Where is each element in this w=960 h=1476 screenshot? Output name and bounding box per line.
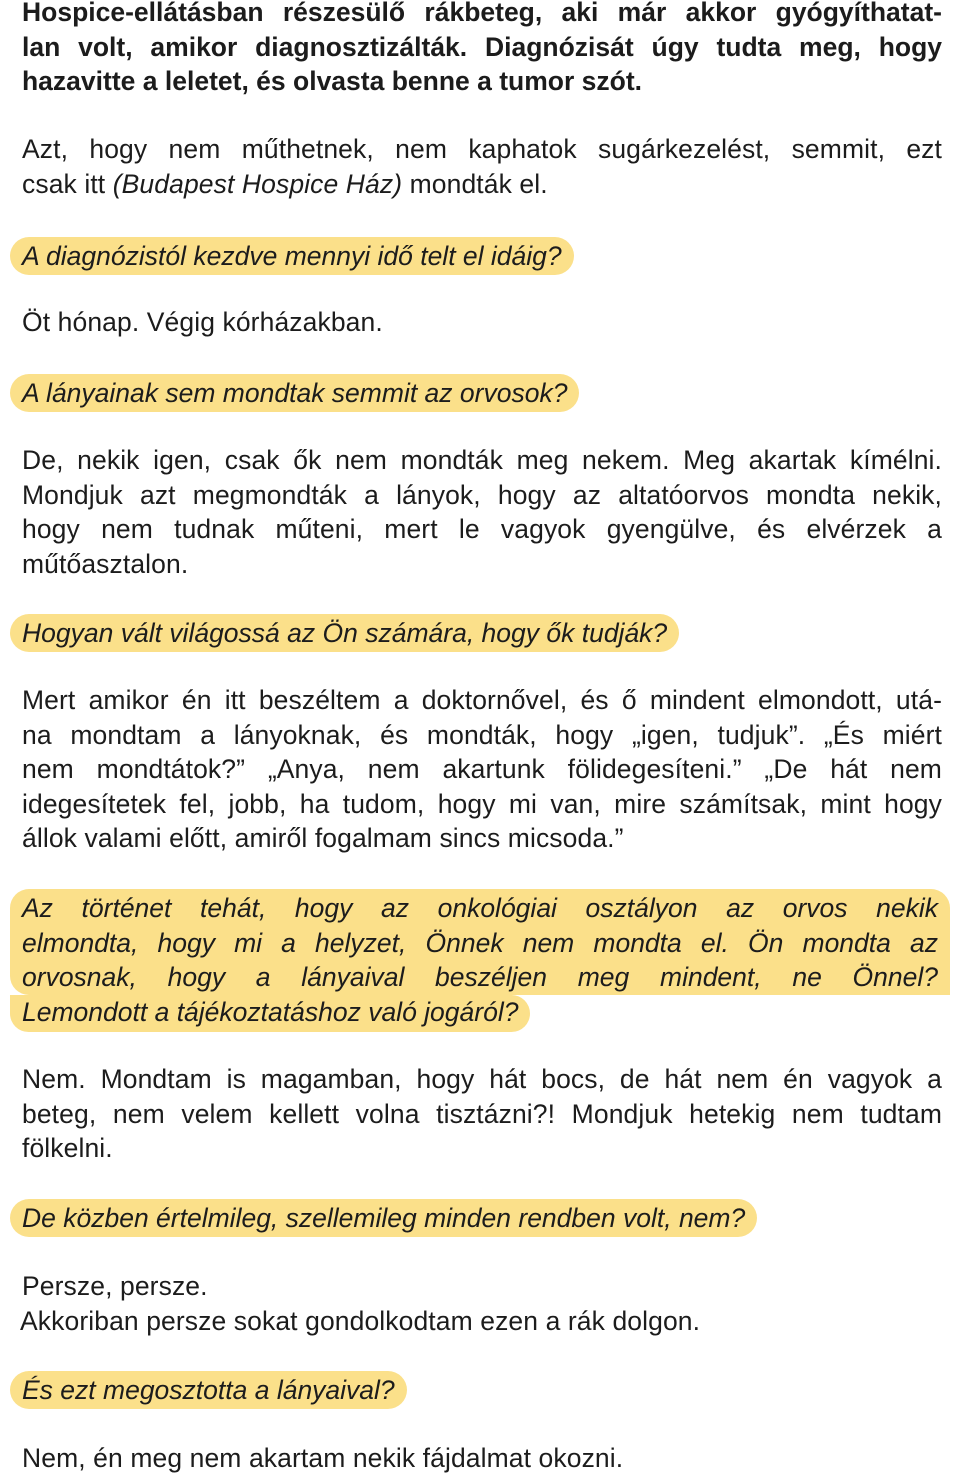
answer-line: fölkelni. [22,1133,113,1163]
answer-line: állok valami előtt, amiről fogalmam sincs micsoda.” [22,823,624,853]
answer-line: idegesítetek fel, jobb, ha tudom, hogy mi van, mire számítsak, mint hogy [22,788,942,819]
answer-line: Mondjuk azt megmondták a lányok, hogy az altatóorvos mondta nekik, [22,479,942,510]
question-line: Az történet tehát, hogy az onkológiai osztályon az orvos nekik [22,893,938,923]
answer-line: Nem. Mondtam is magamban, hogy hát bocs, de hát nem én vagyok a [22,1064,942,1094]
answer-line: Persze, persze. [22,1271,208,1301]
answer-4 [22,683,942,856]
answer-line: De, nekik igen, csak ők nem mondták meg nekem. Meg akartak kímélni. [22,445,942,475]
answer-line: Nem, én meg nem akartam nekik fájdalmat okozni. [22,1443,624,1473]
answer-line: Azt, hogy nem műthetnek, nem kaphatok sugárkezelést, semmit, ezt [22,134,942,164]
answer-line: műtőasztalon. [22,548,189,579]
place-name: (Budapest Hospice Ház) [112,168,403,199]
answer-line: na mondtam a lányoknak, és mondták, hogy „igen, tudjuk”. „És miért [22,719,942,750]
intro-paragraph [22,0,942,99]
intro-line: hazavitte a leletet, és olvasta benne a tumor szót. [22,66,643,96]
answer-text: mondták el. [402,168,548,199]
answer-line: Mert amikor én itt beszéltem a doktornővel, és ő mindent elmondott, utá- [22,685,942,715]
answer-7 [22,1441,942,1476]
question-4-highlight [10,889,950,995]
answer-line: beteg, nem velem kellett volna tisztázni?! Mondjuk hetekig nem tudtam [22,1098,942,1129]
question-5: De közben értelmileg, szellemileg minden rendben volt, nem? [10,1199,757,1237]
answer-1 [22,132,942,201]
question-line: orvosnak, hogy a lányaival beszéljen meg mindent, ne Önnel? [22,962,938,992]
question-4 [10,889,950,1032]
answer-line: Akkoriban persze sokat gondolkodtam ezen a rák dolgon. [20,1305,701,1336]
question-line: Lemondott a tájékoztatáshoz való jogáról? [10,995,530,1033]
answer-6 [22,1269,942,1338]
answer-2 [22,305,942,340]
intro-line: Hospice-ellátásban részesülő rákbeteg, aki már akkor gyógyíthatat- [22,0,942,27]
question-2: A lányainak sem mondtak semmit az orvosok? [10,374,579,412]
answer-line [22,167,942,202]
question-1: A diagnózistól kezdve mennyi idő telt el idáig? [10,237,574,275]
question-3: Hogyan vált világossá az Ön számára, hogy ők tudják? [10,614,679,652]
answer-5 [22,1062,942,1166]
answer-line: hogy nem tudnak műteni, mert le vagyok gyengülve, és elvérzek a [22,514,942,544]
intro-line: lan volt, amikor diagnosztizálták. Diagnózisát úgy tudta meg, hogy [22,31,942,62]
answer-text: csak itt [22,168,113,199]
question-6: És ezt megosztotta a lányaival? [10,1371,407,1409]
answer-line: Öt hónap. Végig kórházakban. [22,307,383,337]
answer-line: nem mondtátok?” „Anya, nem akartunk fölidegesíteni.” „De hát nem [22,754,942,784]
answer-3 [22,443,942,581]
question-line: elmondta, hogy mi a helyzet, Önnek nem mondta el. Ön mondta az [22,927,938,958]
